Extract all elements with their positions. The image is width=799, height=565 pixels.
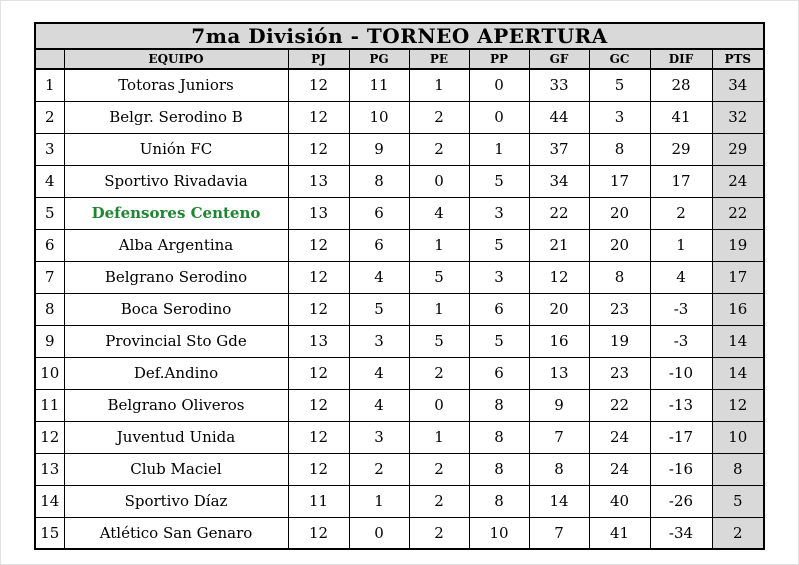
pg-cell: 3 <box>349 325 409 357</box>
pe-cell: 5 <box>409 325 469 357</box>
dif-cell: 29 <box>650 133 712 165</box>
gc-cell: 23 <box>589 293 650 325</box>
position-cell: 13 <box>35 453 64 485</box>
position-cell: 5 <box>35 197 64 229</box>
position-cell: 7 <box>35 261 64 293</box>
pp-cell: 3 <box>469 197 529 229</box>
pe-cell: 2 <box>409 453 469 485</box>
pts-cell: 34 <box>712 69 764 101</box>
header-pts: PTS <box>712 49 764 69</box>
table-row <box>35 197 764 229</box>
team-cell: Unión FC <box>64 133 288 165</box>
dif-cell: 41 <box>650 101 712 133</box>
gc-cell: 40 <box>589 485 650 517</box>
gc-cell: 24 <box>589 453 650 485</box>
pj-cell: 12 <box>288 69 349 101</box>
gc-cell: 19 <box>589 325 650 357</box>
dif-cell: -13 <box>650 389 712 421</box>
position-cell: 1 <box>35 69 64 101</box>
pp-cell: 5 <box>469 229 529 261</box>
dif-cell: -10 <box>650 357 712 389</box>
gf-cell: 13 <box>529 357 589 389</box>
pg-cell: 6 <box>349 229 409 261</box>
header-pp: PP <box>469 49 529 69</box>
table-row <box>35 517 764 549</box>
gc-cell: 8 <box>589 133 650 165</box>
pts-cell: 24 <box>712 165 764 197</box>
pg-cell: 4 <box>349 389 409 421</box>
gf-cell: 12 <box>529 261 589 293</box>
gf-cell: 20 <box>529 293 589 325</box>
pg-cell: 2 <box>349 453 409 485</box>
pts-cell: 2 <box>712 517 764 549</box>
pg-cell: 9 <box>349 133 409 165</box>
pts-cell: 14 <box>712 357 764 389</box>
gf-cell: 7 <box>529 421 589 453</box>
table-row <box>35 69 764 101</box>
table-row <box>35 133 764 165</box>
gf-cell: 37 <box>529 133 589 165</box>
dif-cell: -34 <box>650 517 712 549</box>
pts-cell: 32 <box>712 101 764 133</box>
team-cell: Belgr. Serodino B <box>64 101 288 133</box>
gf-cell: 34 <box>529 165 589 197</box>
pj-cell: 12 <box>288 229 349 261</box>
position-cell: 2 <box>35 101 64 133</box>
pg-cell: 6 <box>349 197 409 229</box>
pg-cell: 11 <box>349 69 409 101</box>
dif-cell: -16 <box>650 453 712 485</box>
pe-cell: 1 <box>409 421 469 453</box>
pts-cell: 29 <box>712 133 764 165</box>
position-cell: 14 <box>35 485 64 517</box>
pj-cell: 11 <box>288 485 349 517</box>
team-cell: Belgrano Serodino <box>64 261 288 293</box>
standings-table <box>34 22 765 550</box>
pp-cell: 1 <box>469 133 529 165</box>
header-pe: PE <box>409 49 469 69</box>
table-header-row <box>35 49 764 69</box>
page-title: 7ma División - TORNEO APERTURA <box>35 23 764 49</box>
table-row <box>35 293 764 325</box>
pj-cell: 13 <box>288 197 349 229</box>
position-cell: 6 <box>35 229 64 261</box>
position-cell: 4 <box>35 165 64 197</box>
header-equipo: EQUIPO <box>64 49 288 69</box>
pj-cell: 12 <box>288 357 349 389</box>
gc-cell: 22 <box>589 389 650 421</box>
header-gf: GF <box>529 49 589 69</box>
pe-cell: 2 <box>409 101 469 133</box>
gf-cell: 7 <box>529 517 589 549</box>
pj-cell: 13 <box>288 165 349 197</box>
table-row <box>35 357 764 389</box>
team-cell: Totoras Juniors <box>64 69 288 101</box>
pe-cell: 2 <box>409 133 469 165</box>
pts-cell: 10 <box>712 421 764 453</box>
pe-cell: 1 <box>409 293 469 325</box>
pj-cell: 12 <box>288 389 349 421</box>
pp-cell: 3 <box>469 261 529 293</box>
gc-cell: 23 <box>589 357 650 389</box>
pe-cell: 1 <box>409 229 469 261</box>
team-cell: Def.Andino <box>64 357 288 389</box>
pg-cell: 4 <box>349 261 409 293</box>
pj-cell: 12 <box>288 261 349 293</box>
table-row <box>35 165 764 197</box>
pe-cell: 0 <box>409 389 469 421</box>
pj-cell: 12 <box>288 133 349 165</box>
gf-cell: 21 <box>529 229 589 261</box>
header-position <box>35 49 64 69</box>
position-cell: 10 <box>35 357 64 389</box>
table-row <box>35 485 764 517</box>
pe-cell: 0 <box>409 165 469 197</box>
gf-cell: 33 <box>529 69 589 101</box>
pg-cell: 8 <box>349 165 409 197</box>
pts-cell: 5 <box>712 485 764 517</box>
dif-cell: 2 <box>650 197 712 229</box>
team-cell: Provincial Sto Gde <box>64 325 288 357</box>
pe-cell: 1 <box>409 69 469 101</box>
team-cell: Atlético San Genaro <box>64 517 288 549</box>
pp-cell: 8 <box>469 421 529 453</box>
dif-cell: 4 <box>650 261 712 293</box>
pp-cell: 6 <box>469 293 529 325</box>
gc-cell: 20 <box>589 229 650 261</box>
gc-cell: 41 <box>589 517 650 549</box>
pts-cell: 16 <box>712 293 764 325</box>
header-pj: PJ <box>288 49 349 69</box>
team-cell: Sportivo Díaz <box>64 485 288 517</box>
gf-cell: 16 <box>529 325 589 357</box>
gf-cell: 44 <box>529 101 589 133</box>
pts-cell: 22 <box>712 197 764 229</box>
pg-cell: 0 <box>349 517 409 549</box>
dif-cell: -17 <box>650 421 712 453</box>
dif-cell: -3 <box>650 293 712 325</box>
table-row <box>35 261 764 293</box>
position-cell: 9 <box>35 325 64 357</box>
pts-cell: 12 <box>712 389 764 421</box>
pj-cell: 12 <box>288 101 349 133</box>
table-title-row <box>35 23 764 49</box>
pe-cell: 2 <box>409 485 469 517</box>
gc-cell: 5 <box>589 69 650 101</box>
pp-cell: 0 <box>469 69 529 101</box>
team-cell: Defensores Centeno <box>64 197 288 229</box>
gc-cell: 24 <box>589 421 650 453</box>
header-gc: GC <box>589 49 650 69</box>
pp-cell: 10 <box>469 517 529 549</box>
dif-cell: -3 <box>650 325 712 357</box>
pp-cell: 5 <box>469 325 529 357</box>
gf-cell: 14 <box>529 485 589 517</box>
pts-cell: 8 <box>712 453 764 485</box>
position-cell: 12 <box>35 421 64 453</box>
dif-cell: 28 <box>650 69 712 101</box>
pe-cell: 2 <box>409 517 469 549</box>
position-cell: 15 <box>35 517 64 549</box>
pts-cell: 19 <box>712 229 764 261</box>
team-cell: Juventud Unida <box>64 421 288 453</box>
pp-cell: 6 <box>469 357 529 389</box>
pp-cell: 8 <box>469 389 529 421</box>
gf-cell: 8 <box>529 453 589 485</box>
pg-cell: 1 <box>349 485 409 517</box>
table-row <box>35 421 764 453</box>
pts-cell: 14 <box>712 325 764 357</box>
pg-cell: 3 <box>349 421 409 453</box>
pe-cell: 4 <box>409 197 469 229</box>
dif-cell: 17 <box>650 165 712 197</box>
pj-cell: 12 <box>288 517 349 549</box>
pp-cell: 0 <box>469 101 529 133</box>
table-row <box>35 101 764 133</box>
pj-cell: 13 <box>288 325 349 357</box>
table-row <box>35 389 764 421</box>
pp-cell: 8 <box>469 485 529 517</box>
team-cell: Boca Serodino <box>64 293 288 325</box>
pp-cell: 5 <box>469 165 529 197</box>
header-pg: PG <box>349 49 409 69</box>
position-cell: 8 <box>35 293 64 325</box>
team-cell: Belgrano Oliveros <box>64 389 288 421</box>
pe-cell: 2 <box>409 357 469 389</box>
table-row <box>35 325 764 357</box>
gc-cell: 3 <box>589 101 650 133</box>
dif-cell: 1 <box>650 229 712 261</box>
table-row <box>35 229 764 261</box>
pg-cell: 4 <box>349 357 409 389</box>
position-cell: 11 <box>35 389 64 421</box>
position-cell: 3 <box>35 133 64 165</box>
pg-cell: 5 <box>349 293 409 325</box>
gf-cell: 22 <box>529 197 589 229</box>
gc-cell: 20 <box>589 197 650 229</box>
gf-cell: 9 <box>529 389 589 421</box>
pts-cell: 17 <box>712 261 764 293</box>
pe-cell: 5 <box>409 261 469 293</box>
header-dif: DIF <box>650 49 712 69</box>
pg-cell: 10 <box>349 101 409 133</box>
team-cell: Alba Argentina <box>64 229 288 261</box>
gc-cell: 17 <box>589 165 650 197</box>
pj-cell: 12 <box>288 453 349 485</box>
pj-cell: 12 <box>288 293 349 325</box>
pj-cell: 12 <box>288 421 349 453</box>
table-row <box>35 453 764 485</box>
team-cell: Sportivo Rivadavia <box>64 165 288 197</box>
gc-cell: 8 <box>589 261 650 293</box>
dif-cell: -26 <box>650 485 712 517</box>
team-cell: Club Maciel <box>64 453 288 485</box>
pp-cell: 8 <box>469 453 529 485</box>
